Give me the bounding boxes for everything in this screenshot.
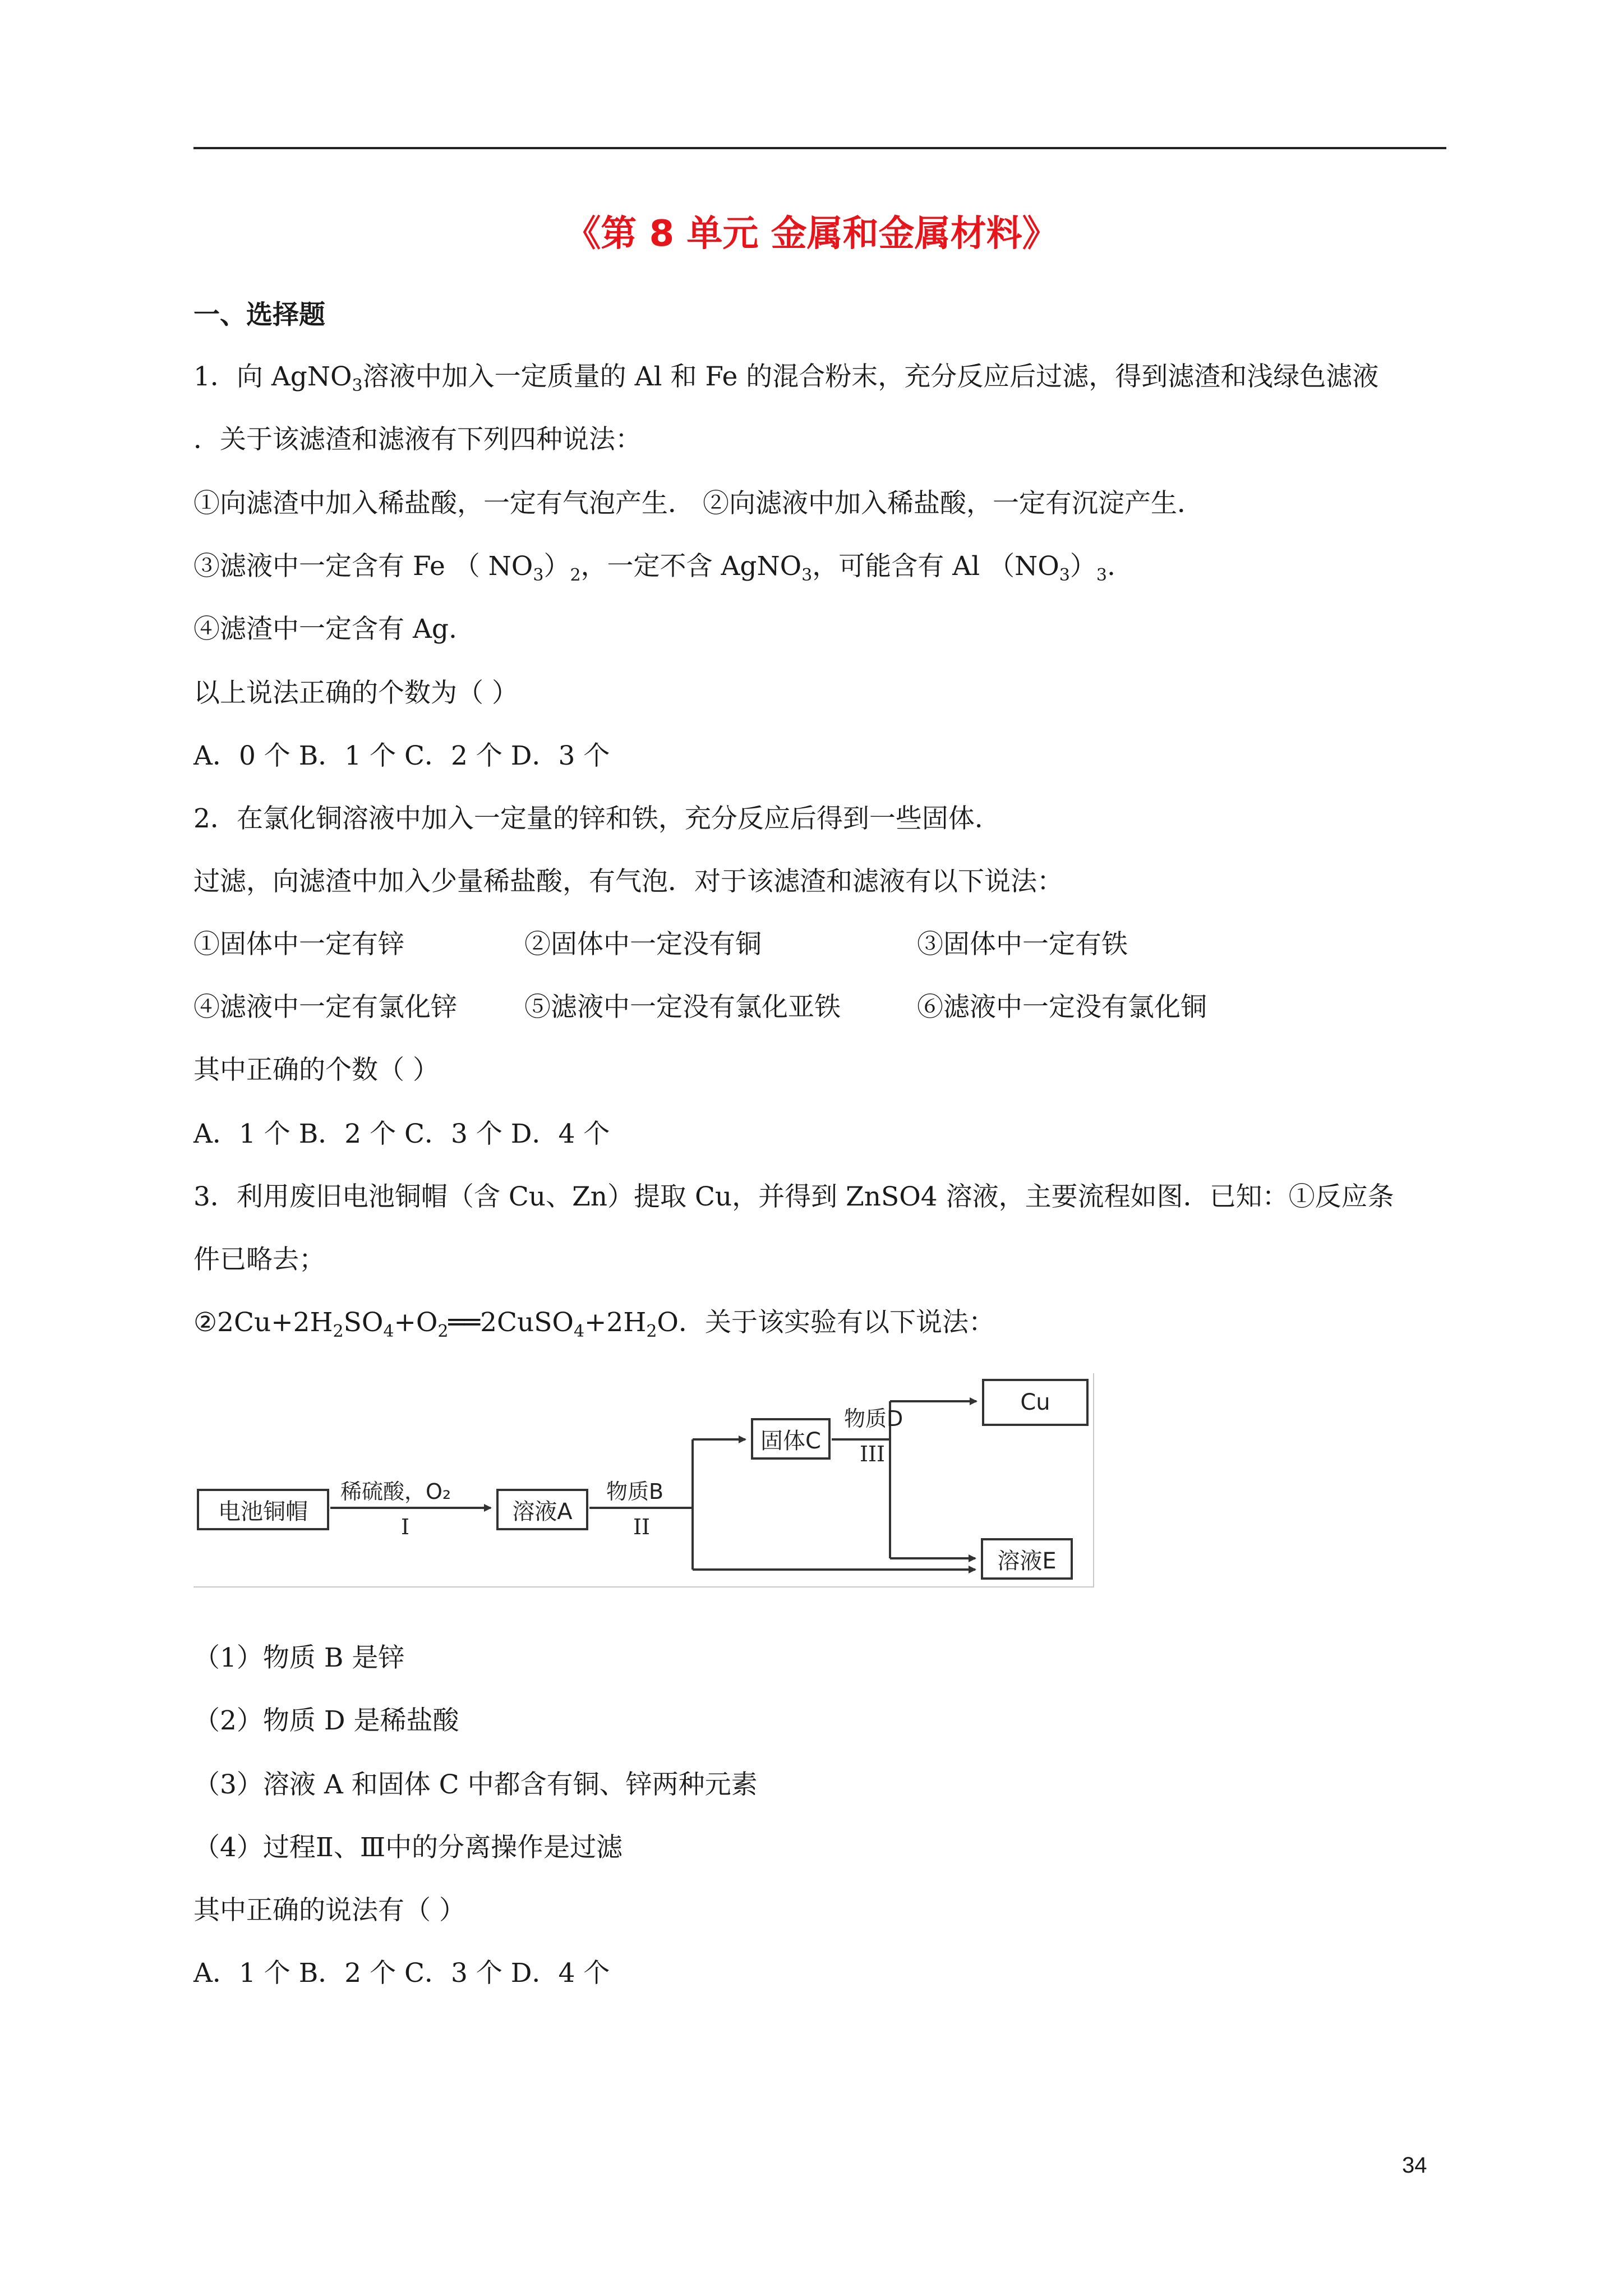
q3-eq-sub1: 2: [333, 1322, 344, 1341]
q1-s3-sub3: 3: [801, 565, 813, 585]
q3-eq-sub4: 4: [573, 1322, 585, 1341]
q1-options: A．0 个 B．1 个 C．2 个 D．3 个: [193, 740, 610, 771]
box-battery-cap: 电池铜帽: [197, 1489, 329, 1530]
q3-eq-a: ②2Cu+2H: [193, 1307, 333, 1338]
q3-question: 其中正确的说法有（ ）: [193, 1895, 465, 1926]
box-solid-c: 固体C: [751, 1418, 831, 1460]
page-title: 《第 8 单元 金属和金属材料》: [565, 213, 1058, 255]
q3-eq-c: +O: [394, 1307, 438, 1338]
q2-question: 其中正确的个数（ ）: [193, 1055, 439, 1085]
q1-s3-c: ，一定不含 AgNO: [580, 551, 802, 582]
label-step3: III: [860, 1442, 886, 1466]
q3-statement-2: （2）物质 D 是稀盐酸: [193, 1705, 459, 1736]
q1-s3-sub5: 3: [1096, 565, 1107, 585]
q1-line1-sub: 3: [352, 376, 363, 395]
header-rule: [193, 147, 1446, 149]
q2-line2: 过滤，向滤渣中加入少量稀盐酸，有气泡．对于该滤渣和滤液有以下说法：: [193, 866, 1063, 897]
q1-s3-sub2: 2: [570, 565, 581, 585]
q1-s3-e: ）: [1069, 551, 1096, 582]
q3-eq-b: SO: [343, 1307, 384, 1338]
q1-statement-1-2: ①向滤渣中加入稀盐酸，一定有气泡产生． ②向滤液中加入稀盐酸，一定有沉淀产生．: [193, 488, 1204, 519]
label-reagent1: 稀硫酸，O₂: [340, 1479, 451, 1504]
q2-statements-row2: [193, 990, 1446, 1025]
q1-line1-b: 溶液中加入一定质量的 Al 和 Fe 的混合粉末，充分反应后过滤，得到滤渣和浅绿色滤液: [362, 361, 1379, 392]
process-flow-diagram: [193, 1373, 1094, 1588]
q3-line1: 3．利用废旧电池铜帽（含 Cu、Zn）提取 Cu，并得到 ZnSO4 溶液，主要流程如图．已知：①反应条: [193, 1181, 1394, 1212]
q3-eq-sub2: 4: [383, 1322, 394, 1341]
q2-statement-1: ①固体中一定有锌: [193, 929, 404, 960]
q3-eq-d: ══2CuSO: [448, 1307, 574, 1338]
q3-options: A．1 个 B．2 个 C．3 个 D．4 个: [193, 1958, 610, 1989]
q3-line2: 件已略去；: [193, 1244, 325, 1275]
q3-eq-sub3: 2: [437, 1322, 449, 1341]
q1-statement-3: [193, 549, 1115, 585]
q2-statement-5: ⑤滤液中一定没有氯化亚铁: [524, 992, 841, 1023]
q1-line2: ．关于该滤渣和滤液有下列四种说法：: [193, 424, 642, 455]
q3-statement-1: （1）物质 B 是锌: [193, 1642, 405, 1673]
q1-s3-b: ）: [543, 551, 570, 582]
q1-s3-sub1: 3: [533, 565, 544, 585]
q2-statement-3: ③固体中一定有铁: [917, 929, 1128, 960]
box-solution-e: 溶液E: [981, 1538, 1073, 1580]
q1-statement-4: ④滤渣中一定含有 Ag.: [193, 614, 457, 645]
q1-line1: [193, 359, 1378, 395]
q2-statement-6: ⑥滤液中一定没有氯化铜: [917, 992, 1207, 1023]
q3-eq-e: +2H: [584, 1307, 647, 1338]
q2-line1: 2．在氯化铜溶液中加入一定量的锌和铁，充分反应后得到一些固体．: [193, 803, 1001, 834]
q3-statement-4: （4）过程Ⅱ、Ⅲ中的分离操作是过滤: [193, 1832, 623, 1863]
page-number: 34: [1402, 2153, 1427, 2178]
box-solution-a: 溶液A: [496, 1489, 588, 1530]
q3-eq-sub5: 2: [646, 1322, 657, 1341]
label-step2: II: [633, 1515, 651, 1539]
q1-s3-d: ，可能含有 Al （NO: [812, 551, 1059, 582]
q1-s3-a: ③滤液中一定含有 Fe （ NO: [193, 551, 533, 582]
q2-options: A．1 个 B．2 个 C．3 个 D．4 个: [193, 1119, 610, 1149]
q1-s3-sub4: 3: [1059, 565, 1070, 585]
q2-statements-row1: [193, 927, 1446, 963]
q2-statement-4: ④滤液中一定有氯化锌: [193, 992, 457, 1023]
q3-statement-3: （3）溶液 A 和固体 C 中都含有铜、锌两种元素: [193, 1769, 758, 1800]
box-cu: Cu: [982, 1379, 1089, 1426]
q3-eq-f: O．关于该实验有以下说法：: [657, 1307, 995, 1338]
section-heading: 一、选择题: [193, 300, 325, 330]
q3-equation: [193, 1305, 995, 1341]
q1-s3-f: .: [1106, 551, 1115, 582]
q1-question: 以上说法正确的个数为（ ）: [193, 678, 518, 708]
label-reagent3: 物质D: [844, 1406, 903, 1431]
label-reagent2: 物质B: [606, 1479, 664, 1504]
label-step1: I: [401, 1515, 410, 1539]
q1-line1-a: 1．向 AgNO: [193, 361, 352, 392]
q2-statement-2: ②固体中一定没有铜: [524, 929, 762, 960]
